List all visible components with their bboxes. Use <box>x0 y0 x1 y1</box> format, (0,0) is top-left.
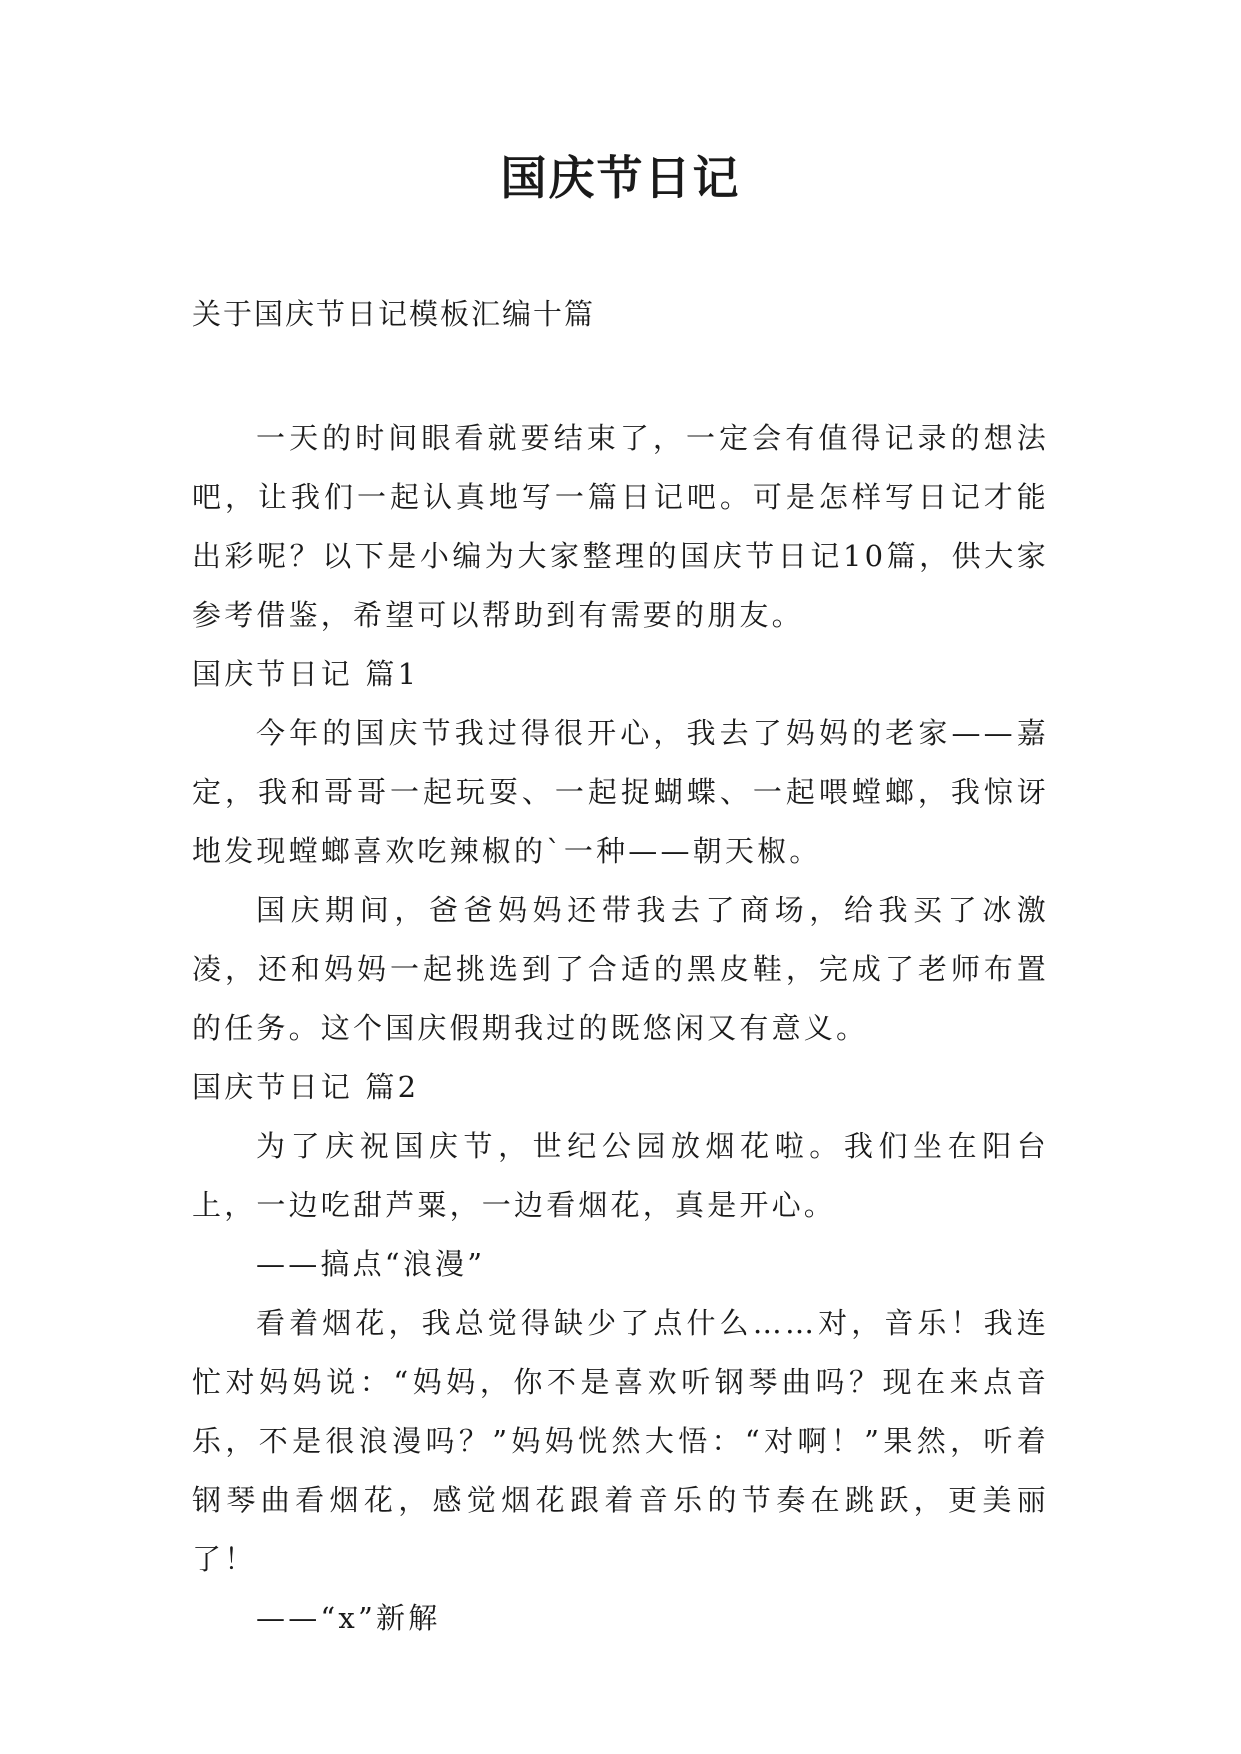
document-body <box>192 409 1049 1648</box>
section-heading-2: 国庆节日记 篇2 <box>192 1070 420 1104</box>
paragraph: 看着烟花，我总觉得缺少了点什么……对，音乐！我连忙对妈妈说：“妈妈，你不是喜欢听钢琴曲吗？现在来点音乐，不是很浪漫吗？”妈妈恍然大悟：“对啊！”果然，听着钢琴曲看烟花，感觉烟花跟着音乐的节奏在跳跃，更美丽了！ <box>192 1306 1049 1576</box>
paragraph: 今年的国庆节我过得很开心，我去了妈妈的老家——嘉定，我和哥哥一起玩耍、一起捉蝴蝶、一起喂螳螂，我惊讶地发现螳螂喜欢吃辣椒的`一种——朝天椒。 <box>192 716 1049 868</box>
subsection-heading: ——搞点“浪漫” <box>256 1247 486 1281</box>
paragraph: 为了庆祝国庆节，世纪公园放烟花啦。我们坐在阳台上，一边吃甜芦粟，一边看烟花，真是开心。 <box>192 1129 1049 1222</box>
subsection-heading: ——“x”新解 <box>256 1601 441 1635</box>
intro-paragraph: 一天的时间眼看就要结束了，一定会有值得记录的想法吧，让我们一起认真地写一篇日记吧。可是怎样写日记才能出彩呢？以下是小编为大家整理的国庆节日记10篇，供大家参考借鉴，希望可以帮助到有需要的朋友。 <box>192 421 1049 632</box>
document-subtitle: 关于国庆节日记模板汇编十篇 <box>192 297 596 331</box>
paragraph: 国庆期间，爸爸妈妈还带我去了商场，给我买了冰激凌，还和妈妈一起挑选到了合适的黑皮鞋，完成了老师布置的任务。这个国庆假期我过的既悠闲又有意义。 <box>192 893 1049 1045</box>
document-title: 国庆节日记 <box>500 151 741 205</box>
section-heading-1: 国庆节日记 篇1 <box>192 657 420 691</box>
